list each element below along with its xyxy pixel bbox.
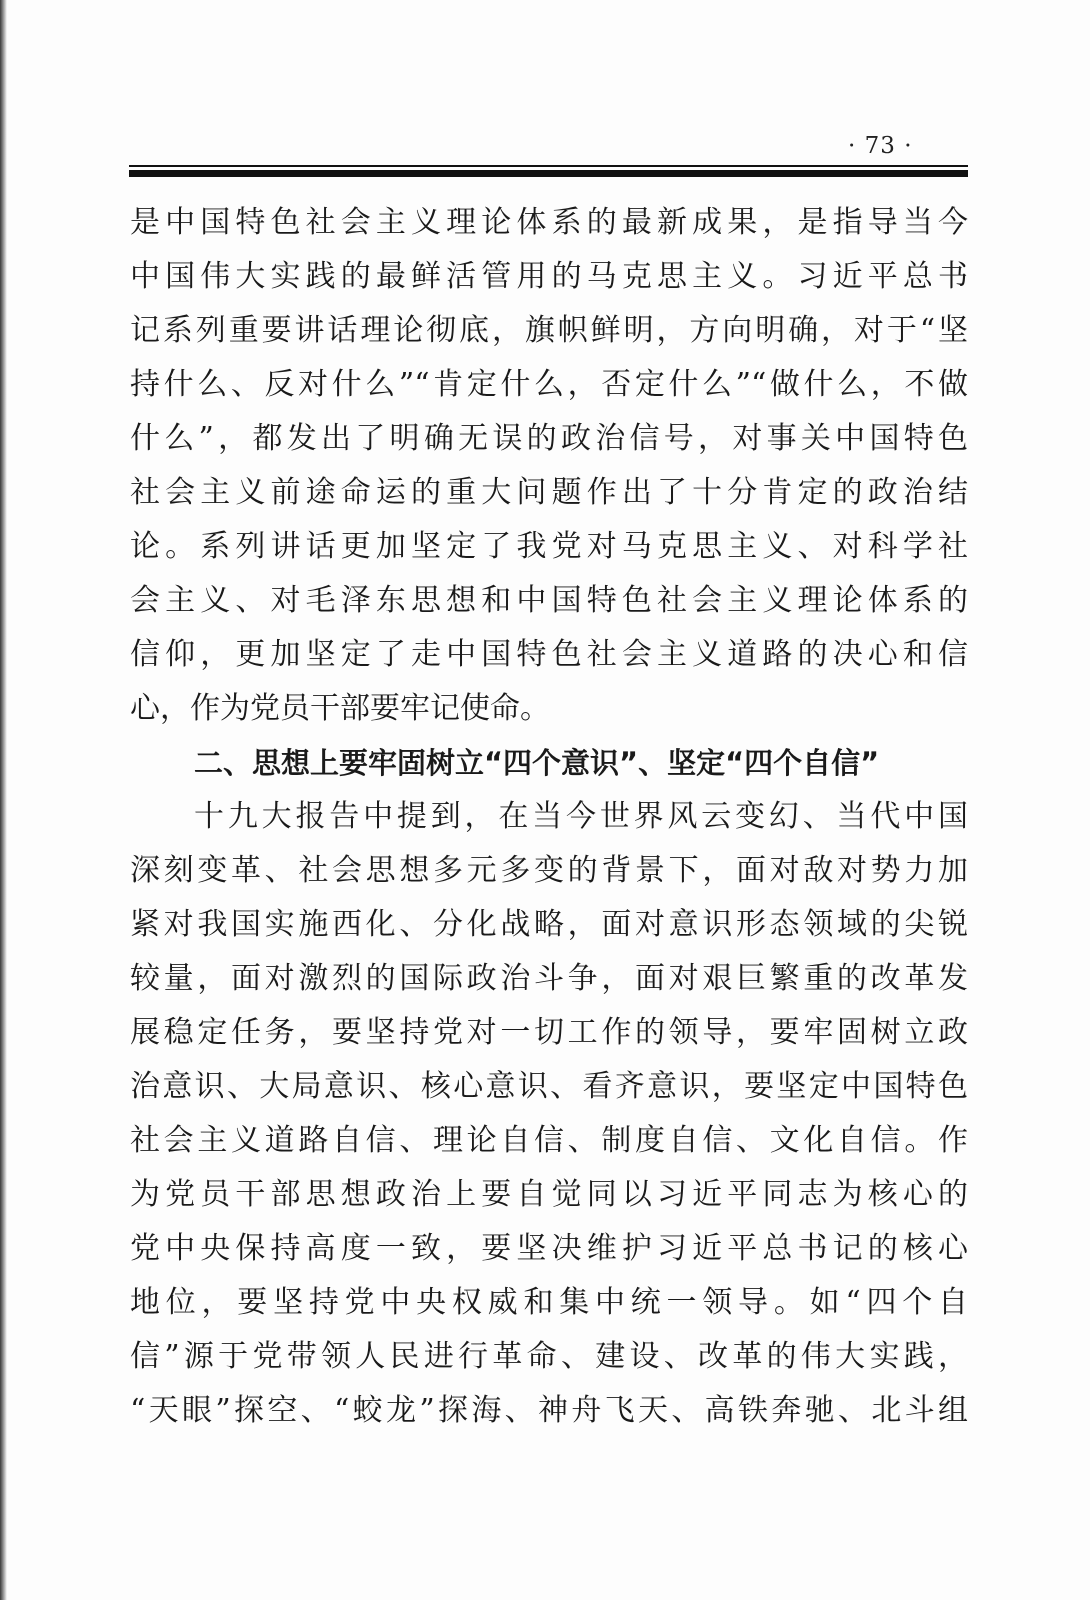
- paragraph-1-line: 中国伟大实践的最鲜活管用的马克思主义。习近平总书: [130, 259, 968, 294]
- paragraph-2-line: 治意识、大局意识、核心意识、看齐意识，要坚定中国特色: [130, 1069, 968, 1104]
- header-rule: [129, 165, 968, 177]
- paragraph-1-line: 什么”，都发出了明确无误的政治信号，对事关中国特色: [130, 421, 968, 456]
- paragraph-1-line: 是中国特色社会主义理论体系的最新成果，是指导当今: [130, 205, 968, 240]
- header-rule-thick: [129, 170, 968, 177]
- paragraph-2-line: 深刻变革、社会思想多元多变的背景下，面对敌对势力加: [130, 853, 968, 888]
- paragraph-1-line: 信仰，更加坚定了走中国特色社会主义道路的决心和信: [130, 637, 968, 672]
- paragraph-2-line: 十九大报告中提到，在当今世界风云变幻、当代中国: [194, 799, 968, 834]
- section-heading: 二、思想上要牢固树立“四个意识”、坚定“四个自信”: [194, 746, 880, 780]
- paragraph-1-line: 心，作为党员干部要牢记使命。: [130, 691, 550, 726]
- paragraph-2-line: “天眼”探空、“蛟龙”探海、神舟飞天、高铁奔驰、北斗组: [130, 1393, 968, 1428]
- paragraph-1-line: 记系列重要讲话理论彻底，旗帜鲜明，方向明确，对于“坚: [130, 313, 968, 348]
- paragraph-1-line: 论。系列讲话更加坚定了我党对马克思主义、对科学社: [130, 529, 968, 564]
- paragraph-2-line: 地位，要坚持党中央权威和集中统一领导。如“四个自: [130, 1285, 968, 1320]
- paragraph-2-line: 紧对我国实施西化、分化战略，面对意识形态领域的尖锐: [130, 907, 968, 942]
- paragraph-2-line: 为党员干部思想政治上要自觉同以习近平同志为核心的: [130, 1177, 968, 1212]
- scan-edge-shadow: [0, 0, 7, 1600]
- body-text: [130, 196, 968, 1438]
- paragraph-2-line: 较量，面对激烈的国际政治斗争，面对艰巨繁重的改革发: [130, 961, 968, 996]
- paragraph-1-line: 会主义、对毛泽东思想和中国特色社会主义理论体系的: [130, 583, 968, 618]
- header-rule-thin: [129, 165, 968, 167]
- paragraph-1-line: 持什么、反对什么”“肯定什么，否定什么”“做什么，不做: [130, 367, 968, 402]
- page-number: · 73 ·: [848, 133, 913, 159]
- paragraph-2-line: 党中央保持高度一致，要坚决维护习近平总书记的核心: [130, 1231, 968, 1266]
- paragraph-2-line: 信”源于党带领人民进行革命、建设、改革的伟大实践，: [130, 1339, 968, 1374]
- paragraph-1-line: 社会主义前途命运的重大问题作出了十分肯定的政治结: [130, 475, 968, 510]
- paragraph-2-line: 社会主义道路自信、理论自信、制度自信、文化自信。作: [130, 1123, 968, 1158]
- paragraph-2-line: 展稳定任务，要坚持党对一切工作的领导，要牢固树立政: [130, 1015, 968, 1050]
